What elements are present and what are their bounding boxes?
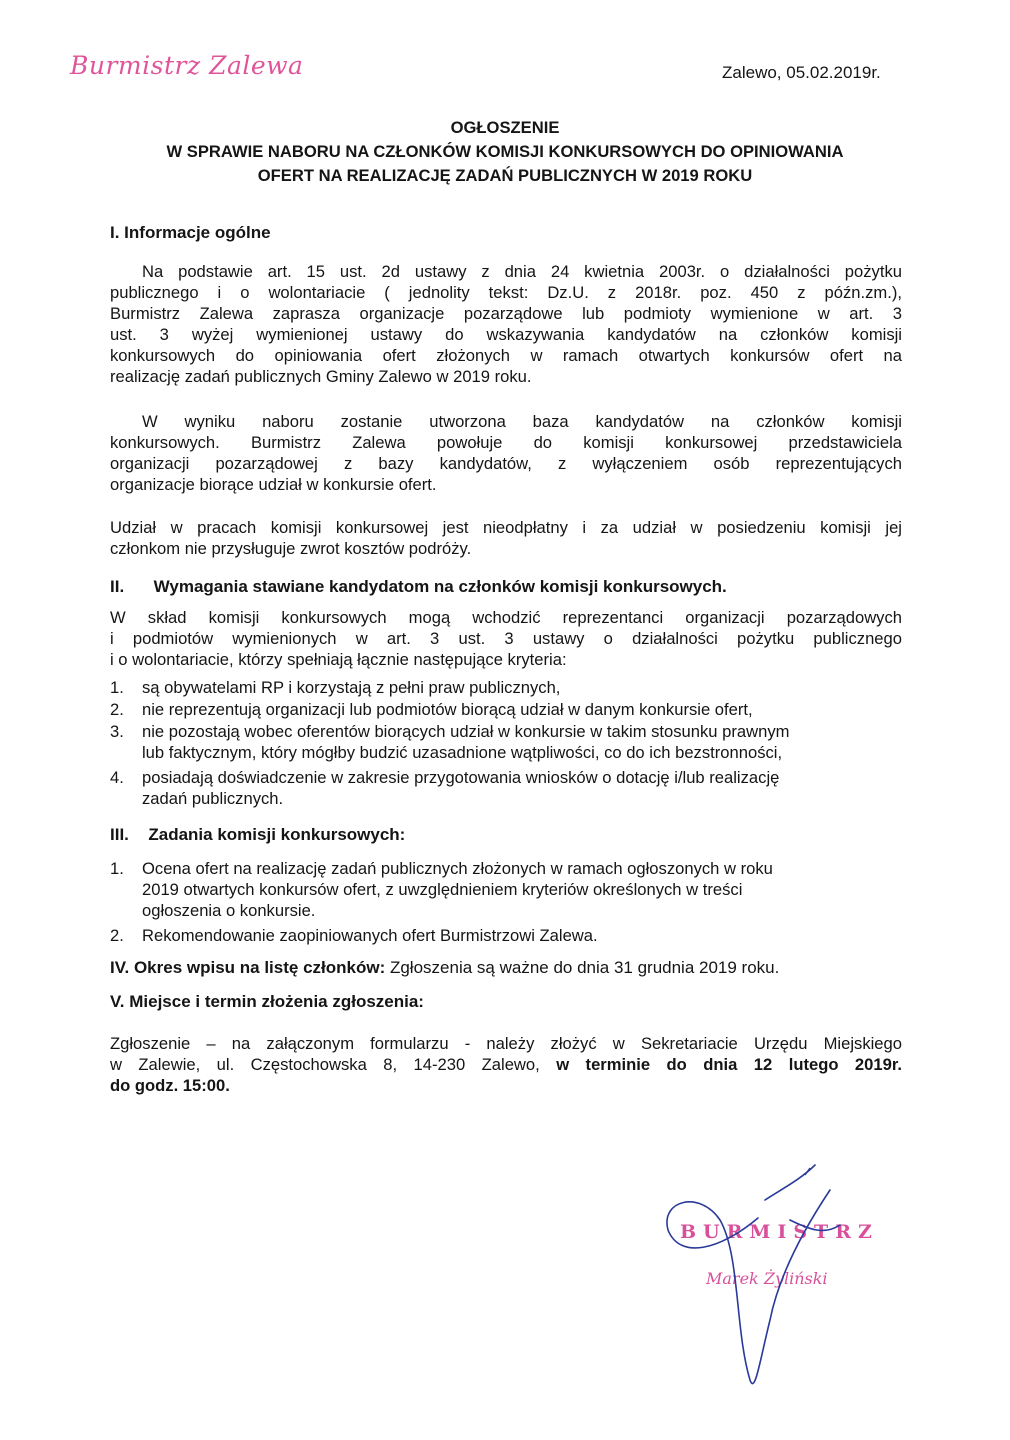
text-line: nie pozostają wobec oferentów biorących udział w konkursie w takim stosunku prawnym bbox=[142, 722, 790, 741]
section-4-heading: IV. Okres wpisu na listę członków: bbox=[110, 958, 386, 977]
criteria-list-item bbox=[110, 677, 902, 698]
text-line bbox=[110, 1075, 902, 1096]
document-date: Zalewo, 05.02.2019r. bbox=[722, 63, 881, 82]
section-4 bbox=[110, 957, 779, 978]
text-line: zadań publicznych. bbox=[142, 789, 284, 808]
section-number: II. bbox=[110, 577, 125, 596]
stamp-title: BURMISTRZ bbox=[680, 1221, 879, 1243]
title-line: W SPRAWIE NABORU NA CZŁONKÓW KOMISJI KONKURSOWYCH DO OPINIOWANIA bbox=[166, 142, 844, 161]
list-number: 2. bbox=[110, 700, 124, 719]
text-line: organizacje biorące udział w konkursie ofert. bbox=[110, 475, 437, 494]
signature bbox=[640, 1160, 890, 1400]
text-line: 2019 otwartych konkursów ofert, z uwzględnieniem kryteriów określonych w treści bbox=[142, 880, 743, 899]
list-number: 1. bbox=[110, 678, 124, 697]
section-3-heading bbox=[110, 824, 405, 845]
title-line: OFERT NA REALIZACJĘ ZADAŃ PUBLICZNYCH W 2019 ROKU bbox=[257, 166, 753, 185]
text-line: realizację zadań publicznych Gminy Zalewo w 2019 roku. bbox=[110, 367, 532, 386]
list-number: 4. bbox=[110, 768, 124, 787]
text-line: Zgłoszenie – na załączonym formularzu - należy złożyć w Sekretariacie Urzędu Miejskiego bbox=[110, 1034, 902, 1053]
text-line: ust. 3 wyżej wymienionej ustawy do wskazywania kandydatów na członków komisji bbox=[110, 325, 902, 344]
text-line: nie reprezentują organizacji lub podmiotów biorącą udział w danym konkursie ofert, bbox=[142, 700, 753, 719]
text-line: konkursowych. Burmistrz Zalewa powołuje do komisji konkursowej przedstawiciela bbox=[110, 433, 902, 452]
section-1-paragraph-3 bbox=[110, 517, 902, 559]
deadline-text: w terminie do dnia 12 lutego 2019r. bbox=[556, 1055, 902, 1074]
section-4-text: Zgłoszenia są ważne do dnia 31 grudnia 2019 roku. bbox=[385, 958, 780, 977]
list-number: 2. bbox=[110, 926, 124, 945]
criteria-list-item bbox=[110, 721, 902, 763]
text-line: są obywatelami RP i korzystają z pełni praw publicznych, bbox=[142, 678, 561, 697]
title-line: OGŁOSZENIE bbox=[450, 118, 560, 137]
text-line: Burmistrz Zalewa zaprasza organizacje pozarządowe lub podmioty wymienione w art. 3 bbox=[110, 304, 902, 323]
text-line: Udział w pracach komisji konkursowej jest nieodpłatny i za udział w posiedzeniu komisji jej bbox=[110, 518, 902, 537]
text-line: W wyniku naboru zostanie utworzona baza kandydatów na członków komisji bbox=[142, 412, 902, 431]
text-line: lub faktycznym, który mógłby budzić uzasadnione wątpliwości, co do ich bezstronności, bbox=[142, 743, 783, 762]
text-line: publicznego i o wolontariacie ( jednolity tekst: Dz.U. z 2018r. poz. 450 z późn.zm.), bbox=[110, 283, 902, 302]
list-number: 3. bbox=[110, 722, 124, 741]
text-line bbox=[110, 1054, 902, 1075]
text-line: członkom nie przysługuje zwrot kosztów podróży. bbox=[110, 539, 472, 558]
document-title bbox=[0, 116, 1010, 188]
text-line: posiadają doświadczenie w zakresie przygotowania wniosków o dotację i/lub realizację bbox=[142, 768, 780, 787]
list-number: 1. bbox=[110, 859, 124, 878]
section-2-intro bbox=[110, 607, 902, 670]
section-title: Wymagania stawiane kandydatom na członków komisji konkursowych. bbox=[153, 577, 727, 596]
section-1-heading: I. Informacje ogólne bbox=[110, 223, 271, 242]
tasks-list-item bbox=[110, 925, 902, 946]
section-1-paragraph-1 bbox=[110, 261, 902, 387]
stamp-name: Marek Żyliński bbox=[706, 1269, 828, 1288]
section-5-text bbox=[110, 1033, 902, 1096]
criteria-list-item bbox=[110, 767, 902, 809]
text-line: Rekomendowanie zaopiniowanych ofert Burmistrzowi Zalewa. bbox=[142, 926, 598, 945]
stamp-header-text: Burmistrz Zalewa bbox=[70, 51, 304, 80]
text-line: i o wolontariacie, którzy spełniają łącznie następujące kryteria: bbox=[110, 650, 567, 669]
criteria-list-item bbox=[110, 699, 902, 720]
text-line: organizacji pozarządowej z bazy kandydatów, z wyłączeniem osób reprezentujących bbox=[110, 454, 902, 473]
tasks-list-item bbox=[110, 858, 902, 921]
section-5-heading: V. Miejsce i termin złożenia zgłoszenia: bbox=[110, 992, 424, 1011]
text-line: W skład komisji konkursowych mogą wchodzić reprezentanci organizacji pozarządowych bbox=[110, 608, 902, 627]
deadline-time: do godz. 15:00. bbox=[110, 1076, 230, 1095]
text-line: Ocena ofert na realizację zadań publicznych złożonych w ramach ogłoszonych w roku bbox=[142, 859, 773, 878]
section-2-heading bbox=[110, 576, 727, 597]
text-plain: w Zalewie, ul. Częstochowska 8, 14-230 Zalewo, bbox=[110, 1055, 557, 1074]
text-line: Na podstawie art. 15 ust. 2d ustawy z dnia 24 kwietnia 2003r. o działalności pożytku bbox=[142, 262, 902, 281]
section-number: III. bbox=[110, 825, 129, 844]
section-title: Zadania komisji konkursowych: bbox=[148, 825, 406, 844]
text-line: konkursowych do opiniowania ofert złożonych w ramach otwartych konkursów ofert na bbox=[110, 346, 902, 365]
text-line: ogłoszenia o konkursie. bbox=[142, 901, 316, 920]
section-1-paragraph-2 bbox=[110, 411, 902, 495]
text-line: i podmiotów wymienionych w art. 3 ust. 3 ustawy o działalności pożytku publicznego bbox=[110, 629, 902, 648]
